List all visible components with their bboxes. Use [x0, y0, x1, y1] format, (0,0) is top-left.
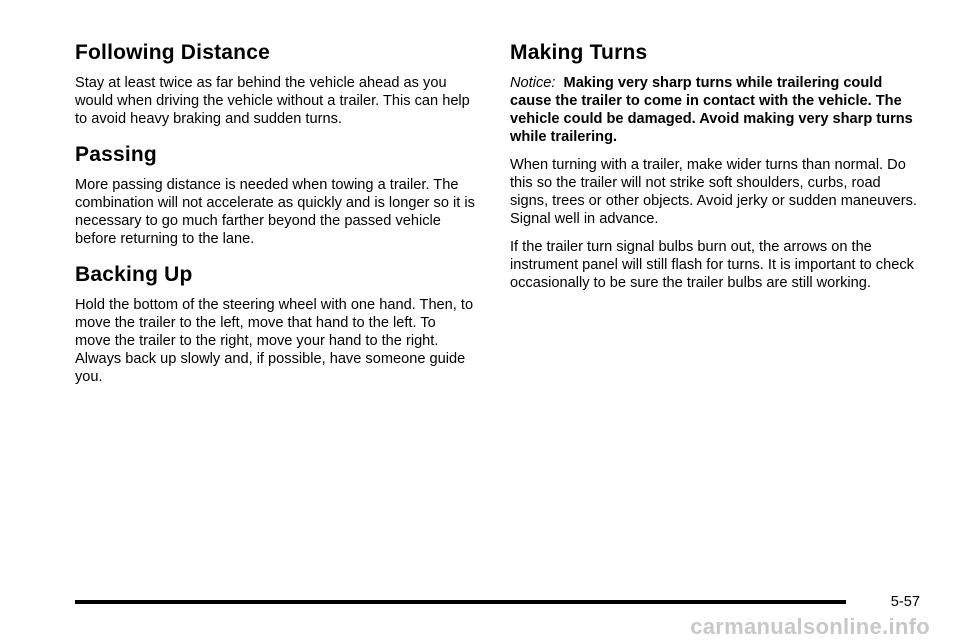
watermark: carmanualsonline.info: [690, 614, 930, 639]
paragraph-following-distance: Stay at least twice as far behind the vehicle ahead as you would when driving the vehicle without a trailer. This can help to avoid heavy braking and sudden turns.: [75, 75, 470, 127]
section-following-distance: [75, 40, 475, 128]
notice-text: Making very sharp turns while trailering could cause the trailer to come in contact with the vehicle. The vehicle could be damaged. Avoid making very sharp turns while trailering.: [510, 75, 913, 145]
notice-paragraph: [510, 74, 920, 146]
footer-rule: [75, 600, 846, 604]
section-backing-up: [75, 262, 475, 386]
heading-making-turns: Making Turns: [510, 41, 648, 64]
paragraph-turn-signals: If the trailer turn signal bulbs burn out, the arrows on the instrument panel will still flash for turns. It is important to check occasionally to be sure the trailer bulbs are still working.: [510, 239, 914, 291]
right-column: [510, 40, 920, 306]
heading-backing-up: Backing Up: [75, 263, 193, 286]
heading-following-distance: Following Distance: [75, 41, 270, 64]
left-column: [75, 40, 475, 400]
page-number: 5-57: [890, 594, 920, 610]
heading-passing: Passing: [75, 143, 157, 166]
section-making-turns: [510, 40, 920, 292]
section-passing: [75, 142, 475, 248]
paragraph-turning: When turning with a trailer, make wider turns than normal. Do this so the trailer will not strike soft shoulders, curbs, road signs, trees or other objects. Avoid jerky or sudden maneuvers. Signal well in advance.: [510, 157, 917, 227]
paragraph-backing-up: Hold the bottom of the steering wheel with one hand. Then, to move the trailer to the left, move that hand to the left. To move the trailer to the right, move your hand to the right. Always back up slowly and, if possible, have someone guide you.: [75, 297, 474, 385]
paragraph-passing: More passing distance is needed when towing a trailer. The combination will not accelerate as quickly and is longer so it is necessary to go much farther beyond the passed vehicle before returning to the lane.: [75, 177, 475, 247]
notice-label: Notice:: [510, 75, 556, 91]
